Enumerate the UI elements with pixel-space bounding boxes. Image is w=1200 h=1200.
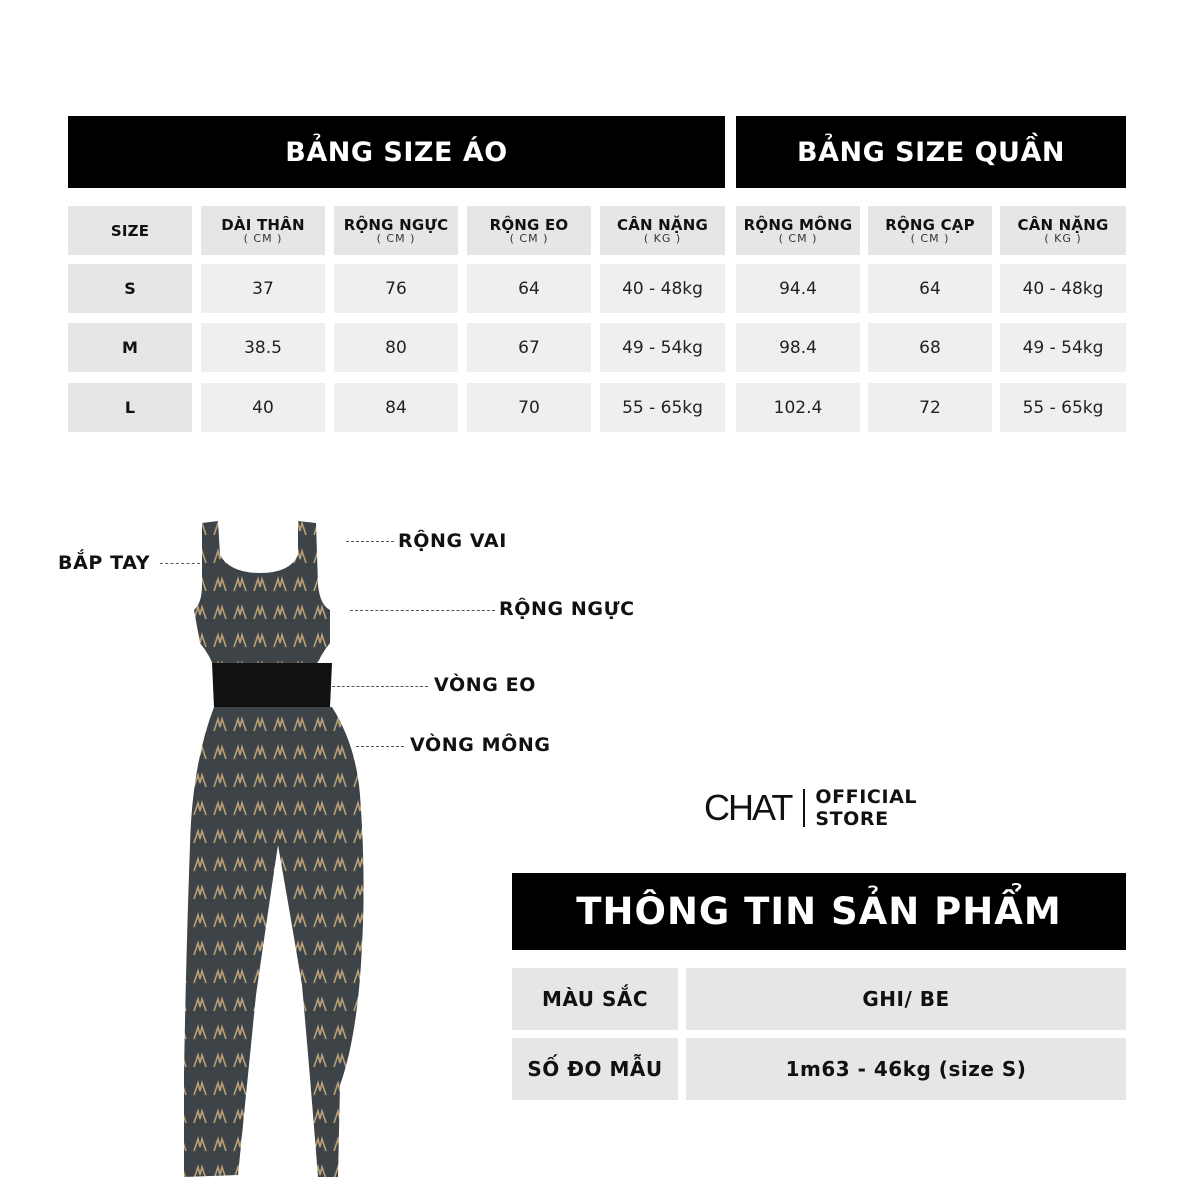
table-cell (334, 383, 458, 432)
rong-nguc-label: RỘNG NGỰC (499, 598, 635, 620)
header-unit: ( CM ) (910, 231, 950, 245)
header-label: CÂN NẶNG (616, 215, 709, 234)
shirt-size-title (68, 116, 725, 188)
table-cell (736, 383, 860, 432)
cell-value: 55 - 65kg (622, 397, 703, 418)
table-cell (600, 323, 725, 372)
cell-value: 80 (385, 337, 407, 358)
cell-value: 37 (252, 278, 274, 299)
header-unit: ( CM ) (243, 231, 283, 245)
header-rong-cap (868, 206, 992, 255)
pants-size-title (736, 116, 1126, 188)
header-label: DÀI THÂN (221, 215, 305, 234)
model-measure-label (512, 1038, 678, 1100)
table-cell (600, 264, 725, 313)
info-label-text: SỐ ĐO MẪU (527, 1057, 663, 1081)
cell-value: 67 (518, 337, 540, 358)
vong-mong-leader (356, 746, 404, 747)
size-cell-s (68, 264, 192, 313)
table-cell (868, 323, 992, 372)
rong-vai-leader (346, 541, 394, 542)
table-cell (868, 383, 992, 432)
header-label: CÂN NẶNG (1017, 215, 1109, 234)
cell-value: 40 - 48kg (622, 278, 703, 299)
header-unit: ( CM ) (778, 231, 818, 245)
table-cell (1000, 264, 1126, 313)
header-unit: ( KG ) (643, 231, 682, 245)
table-cell (467, 264, 591, 313)
brand-divider (803, 789, 805, 827)
table-cell (600, 383, 725, 432)
vong-mong-label: VÒNG MÔNG (410, 734, 551, 756)
product-info-title (512, 873, 1126, 950)
vong-eo-label: VÒNG EO (434, 674, 536, 696)
bap-tay-label: BẮP TAY (58, 552, 151, 574)
header-rong-nguc (334, 206, 458, 255)
header-size-label: SIZE (110, 221, 150, 240)
bap-tay-leader (160, 563, 200, 564)
header-can-nang-quan (1000, 206, 1126, 255)
table-cell (467, 323, 591, 372)
cell-value: 49 - 54kg (1022, 337, 1104, 358)
info-label-text: MÀU SẮC (541, 987, 649, 1011)
cell-value: 76 (385, 278, 407, 299)
cell-value: 38.5 (244, 337, 282, 358)
color-label (512, 968, 678, 1030)
table-cell (334, 323, 458, 372)
header-rong-eo (467, 206, 591, 255)
brand-logo (704, 786, 917, 830)
header-unit: ( CM ) (376, 231, 416, 245)
info-value-text: 1m63 - 46kg (size S) (785, 1057, 1027, 1081)
table-cell (201, 323, 325, 372)
header-unit: ( KG ) (1044, 231, 1082, 245)
table-cell (736, 323, 860, 372)
header-label: RỘNG NGỰC (343, 215, 449, 234)
cell-value: 72 (919, 397, 941, 418)
product-info-title-text: THÔNG TIN SẢN PHẨM (576, 890, 1062, 933)
vong-eo-leader (332, 686, 428, 687)
table-cell (736, 264, 860, 313)
cell-value: 98.4 (779, 337, 817, 358)
table-cell (868, 264, 992, 313)
size-cell-m (68, 323, 192, 372)
header-size (68, 206, 192, 255)
size-cell-l (68, 383, 192, 432)
size-label: M (122, 338, 138, 357)
header-label: RỘNG CẠP (885, 215, 975, 234)
jumpsuit-illustration (170, 515, 380, 1185)
rong-nguc-leader (350, 610, 495, 611)
header-unit: ( CM ) (509, 231, 549, 245)
header-dai-than (201, 206, 325, 255)
size-label: S (124, 279, 136, 298)
header-rong-mong (736, 206, 860, 255)
cell-value: 68 (919, 337, 941, 358)
cell-value: 55 - 65kg (1022, 397, 1104, 418)
cell-value: 64 (518, 278, 540, 299)
table-cell (467, 383, 591, 432)
table-cell (1000, 323, 1126, 372)
brand-tagline (815, 786, 917, 830)
cell-value: 40 (252, 397, 274, 418)
table-cell (1000, 383, 1126, 432)
brand-tag-store: STORE (815, 808, 889, 830)
header-label: RỘNG MÔNG (743, 215, 853, 234)
cell-value: 94.4 (779, 278, 817, 299)
info-value-text: GHI/ BE (862, 987, 950, 1011)
cell-value: 49 - 54kg (622, 337, 703, 358)
pants-size-title-text: BẢNG SIZE QUẦN (797, 136, 1065, 168)
cell-value: 40 - 48kg (1022, 278, 1104, 299)
model-measure-value (686, 1038, 1126, 1100)
table-cell (334, 264, 458, 313)
cell-value: 84 (385, 397, 407, 418)
size-label: L (124, 398, 136, 417)
shirt-size-title-text: BẢNG SIZE ÁO (285, 136, 508, 168)
brand-tag-official: OFFICIAL (815, 786, 918, 808)
table-cell (201, 383, 325, 432)
table-cell (201, 264, 325, 313)
color-value (686, 968, 1126, 1030)
rong-vai-label: RỘNG VAI (398, 530, 507, 552)
header-can-nang (600, 206, 725, 255)
brand-name: CHAT (704, 787, 792, 828)
header-label: RỘNG EO (489, 215, 569, 234)
cell-value: 70 (518, 397, 540, 418)
cell-value: 64 (919, 278, 941, 299)
cell-value: 102.4 (773, 397, 823, 418)
